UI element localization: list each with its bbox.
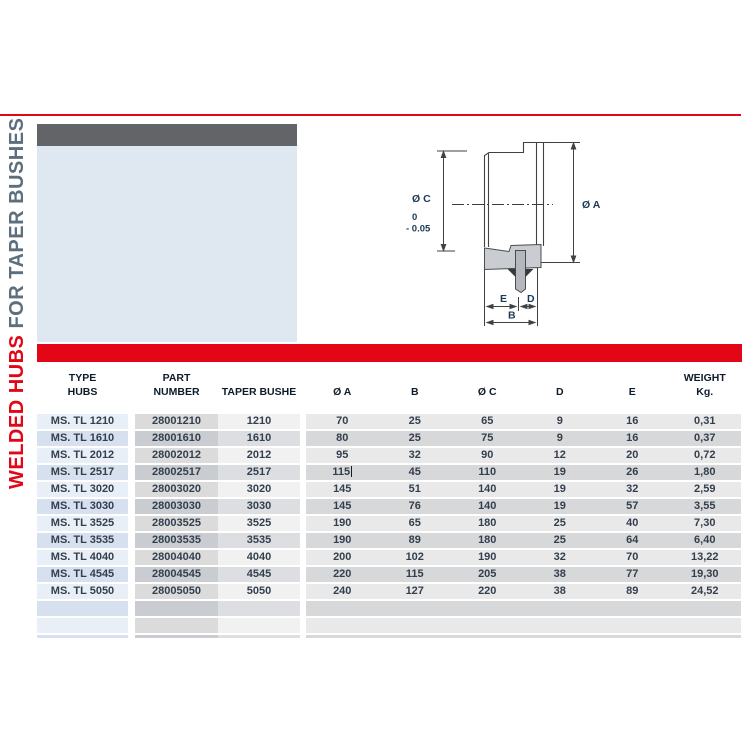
cell-taper-bushe: 1610 bbox=[218, 431, 300, 446]
header-line: WEIGHT bbox=[683, 372, 726, 384]
column-header-dia-c bbox=[451, 385, 524, 399]
cell-dia-c: 190 bbox=[451, 550, 524, 565]
cell-type-hub: MS. TL 3535 bbox=[37, 533, 128, 548]
cell-dia-c: 140 bbox=[451, 499, 524, 514]
table-row bbox=[37, 567, 742, 582]
dim-line-dia-c bbox=[437, 150, 467, 252]
cell-part-number bbox=[135, 618, 218, 633]
table-row bbox=[37, 516, 742, 531]
cell-dia-a: 145 bbox=[306, 482, 379, 497]
label-dia-a: Ø A bbox=[582, 199, 601, 211]
table-row bbox=[37, 414, 742, 429]
column-header-dia-a bbox=[306, 385, 379, 399]
header-line: Ø C bbox=[477, 386, 497, 398]
cell-dia-a: 220 bbox=[306, 567, 379, 582]
cell-b bbox=[379, 635, 452, 638]
page-title-category: FOR TAPER BUSHES bbox=[6, 117, 28, 329]
cell-e: 70 bbox=[596, 550, 669, 565]
table-row bbox=[37, 465, 742, 480]
cell-type-hub bbox=[37, 618, 128, 633]
cell-dia-c: 220 bbox=[451, 584, 524, 599]
header-line: TAPER BUSHE bbox=[221, 386, 297, 398]
cell-weight: 0,72 bbox=[669, 448, 742, 463]
cell-weight: 2,59 bbox=[669, 482, 742, 497]
cell-b: 115 bbox=[379, 567, 452, 582]
cell-d: 25 bbox=[524, 516, 597, 531]
cell-type-hub: MS. TL 3525 bbox=[37, 516, 128, 531]
table-row bbox=[37, 550, 742, 565]
cell-e: 77 bbox=[596, 567, 669, 582]
header-line: HUBS bbox=[67, 386, 98, 398]
cell-d: 32 bbox=[524, 550, 597, 565]
cell-taper-bushe: 1210 bbox=[218, 414, 300, 429]
cell-taper-bushe bbox=[218, 618, 300, 633]
table-row bbox=[37, 431, 742, 446]
cell-dia-a: 190 bbox=[306, 533, 379, 548]
header-line: E bbox=[628, 386, 636, 398]
cell-dia-c: 180 bbox=[451, 516, 524, 531]
thumbnail-header-bar bbox=[37, 124, 297, 146]
cell-weight: 1,80 bbox=[669, 465, 742, 480]
cell-b: 76 bbox=[379, 499, 452, 514]
cell-dia-c: 140 bbox=[451, 482, 524, 497]
cell-type-hub: MS. TL 2012 bbox=[37, 448, 128, 463]
label-tol-upper: 0 bbox=[412, 212, 418, 223]
cell-e: 26 bbox=[596, 465, 669, 480]
cell-b: 45 bbox=[379, 465, 452, 480]
cell-taper-bushe: 2517 bbox=[218, 465, 300, 480]
cell-weight: 0,31 bbox=[669, 414, 742, 429]
title-space bbox=[6, 329, 28, 335]
table-body bbox=[37, 414, 742, 638]
cell-d: 19 bbox=[524, 465, 597, 480]
column-header-type-hubs bbox=[37, 371, 128, 399]
cell-d: 38 bbox=[524, 584, 597, 599]
cell-part-number bbox=[135, 601, 218, 616]
cell-e: 64 bbox=[596, 533, 669, 548]
cell-dia-c: 180 bbox=[451, 533, 524, 548]
cell-e: 57 bbox=[596, 499, 669, 514]
cell-part-number: 28004545 bbox=[135, 567, 218, 582]
cell-part-number: 28004040 bbox=[135, 550, 218, 565]
cell-taper-bushe: 4545 bbox=[218, 567, 300, 582]
table-header-row bbox=[37, 362, 742, 414]
cell-weight: 0,37 bbox=[669, 431, 742, 446]
header-line: B bbox=[410, 386, 419, 398]
text-cursor bbox=[351, 466, 352, 477]
cell-d: 19 bbox=[524, 499, 597, 514]
cell-type-hub: MS. TL 2517 bbox=[37, 465, 128, 480]
cell-e: 89 bbox=[596, 584, 669, 599]
thumbnail-placeholder bbox=[37, 146, 297, 342]
cell-taper-bushe: 2012 bbox=[218, 448, 300, 463]
cell-e: 16 bbox=[596, 431, 669, 446]
cell-type-hub: MS. TL 4545 bbox=[37, 567, 128, 582]
cell-taper-bushe: 5050 bbox=[218, 584, 300, 599]
cell-part-number: 28003525 bbox=[135, 516, 218, 531]
cell-weight: 7,30 bbox=[669, 516, 742, 531]
column-header-b bbox=[379, 385, 452, 399]
cell-weight: 3,55 bbox=[669, 499, 742, 514]
cell-part-number: 28003020 bbox=[135, 482, 218, 497]
cell-type-hub: MS. TL 4040 bbox=[37, 550, 128, 565]
cell-taper-bushe: 3020 bbox=[218, 482, 300, 497]
cell-d bbox=[524, 635, 597, 638]
cell-e: 16 bbox=[596, 414, 669, 429]
cell-taper-bushe: 3525 bbox=[218, 516, 300, 531]
header-line: D bbox=[555, 386, 564, 398]
page-title-product: WELDED HUBS bbox=[6, 334, 28, 489]
column-header-e bbox=[596, 385, 669, 399]
table-row bbox=[37, 482, 742, 497]
cell-dia-c: 90 bbox=[451, 448, 524, 463]
cell-type-hub: MS. TL 1210 bbox=[37, 414, 128, 429]
column-header-d bbox=[524, 385, 597, 399]
top-divider-line bbox=[0, 114, 741, 116]
cell-dia-c: 205 bbox=[451, 567, 524, 582]
cell-b bbox=[379, 601, 452, 616]
cell-type-hub: MS. TL 3030 bbox=[37, 499, 128, 514]
header-line: Kg. bbox=[696, 386, 714, 398]
cell-taper-bushe bbox=[218, 601, 300, 616]
cell-type-hub bbox=[37, 601, 128, 616]
table-row bbox=[37, 601, 742, 616]
cell-type-hub bbox=[37, 635, 128, 638]
cell-dia-a bbox=[306, 635, 379, 638]
cell-dia-c: 65 bbox=[451, 414, 524, 429]
table-row bbox=[37, 448, 742, 463]
cell-dia-a: 145 bbox=[306, 499, 379, 514]
cell-weight bbox=[669, 601, 742, 616]
cell-dia-c bbox=[451, 635, 524, 638]
cell-d: 19 bbox=[524, 482, 597, 497]
cell-part-number: 28001210 bbox=[135, 414, 218, 429]
cell-part-number: 28002517 bbox=[135, 465, 218, 480]
cell-dia-a: 190 bbox=[306, 516, 379, 531]
cell-weight: 6,40 bbox=[669, 533, 742, 548]
table-row bbox=[37, 635, 742, 638]
label-tol-lower: - 0.05 bbox=[406, 223, 431, 235]
cell-type-hub: MS. TL 3020 bbox=[37, 482, 128, 497]
cell-d: 38 bbox=[524, 567, 597, 582]
table-row bbox=[37, 584, 742, 599]
vertical-page-title bbox=[6, 118, 29, 489]
parts-table bbox=[37, 344, 742, 638]
weld-plate bbox=[485, 245, 542, 270]
column-header-weight-kg bbox=[669, 371, 742, 399]
label-dim-b: B bbox=[508, 309, 516, 322]
cell-dia-c: 75 bbox=[451, 431, 524, 446]
cell-b: 89 bbox=[379, 533, 452, 548]
cell-dia-a bbox=[306, 618, 379, 633]
header-line: Ø A bbox=[333, 386, 352, 398]
cell-dia-c bbox=[451, 601, 524, 616]
cell-taper-bushe bbox=[218, 635, 300, 638]
cell-dia-a: 200 bbox=[306, 550, 379, 565]
label-dim-e: E bbox=[500, 293, 508, 305]
cell-part-number bbox=[135, 635, 218, 638]
cell-d: 25 bbox=[524, 533, 597, 548]
cell-taper-bushe: 4040 bbox=[218, 550, 300, 565]
cell-part-number: 28002012 bbox=[135, 448, 218, 463]
cell-part-number: 28005050 bbox=[135, 584, 218, 599]
cell-b bbox=[379, 618, 452, 633]
column-header-part-number bbox=[135, 371, 218, 399]
cell-taper-bushe: 3030 bbox=[218, 499, 300, 514]
cell-e bbox=[596, 618, 669, 633]
cell-dia-a bbox=[306, 601, 379, 616]
red-title-bar bbox=[37, 344, 742, 362]
cell-b: 127 bbox=[379, 584, 452, 599]
cell-dia-c bbox=[451, 618, 524, 633]
cell-b: 65 bbox=[379, 516, 452, 531]
cell-d: 9 bbox=[524, 431, 597, 446]
table-row bbox=[37, 618, 742, 633]
weld-stem bbox=[516, 251, 526, 293]
cell-d: 12 bbox=[524, 448, 597, 463]
header-line: PART bbox=[162, 372, 191, 384]
cell-dia-a: 240 bbox=[306, 584, 379, 599]
cell-d bbox=[524, 618, 597, 633]
cell-weight: 19,30 bbox=[669, 567, 742, 582]
label-dim-d: D bbox=[527, 293, 535, 305]
cell-b: 51 bbox=[379, 482, 452, 497]
cell-d: 9 bbox=[524, 414, 597, 429]
cell-e bbox=[596, 601, 669, 616]
cell-weight: 13,22 bbox=[669, 550, 742, 565]
dim-line-dia-a bbox=[540, 142, 580, 264]
cell-part-number: 28003535 bbox=[135, 533, 218, 548]
cell-dia-a: 95 bbox=[306, 448, 379, 463]
cell-type-hub: MS. TL 1610 bbox=[37, 431, 128, 446]
column-header-taper-bushe bbox=[218, 385, 300, 399]
cell-part-number: 28003030 bbox=[135, 499, 218, 514]
cell-b: 25 bbox=[379, 431, 452, 446]
cell-b: 102 bbox=[379, 550, 452, 565]
cell-e bbox=[596, 635, 669, 638]
label-dia-c: Ø C bbox=[412, 193, 431, 205]
cell-weight bbox=[669, 635, 742, 638]
table-row bbox=[37, 533, 742, 548]
cell-b: 32 bbox=[379, 448, 452, 463]
table-row bbox=[37, 499, 742, 514]
cell-dia-a: 70 bbox=[306, 414, 379, 429]
hub-outline bbox=[485, 143, 544, 248]
header-line: TYPE bbox=[68, 372, 97, 384]
weld-fillet-left bbox=[508, 269, 516, 277]
cell-part-number: 28001610 bbox=[135, 431, 218, 446]
cell-dia-c: 110 bbox=[451, 465, 524, 480]
cell-e: 32 bbox=[596, 482, 669, 497]
cell-dia-a: 80 bbox=[306, 431, 379, 446]
cell-weight: 24,52 bbox=[669, 584, 742, 599]
cell-weight bbox=[669, 618, 742, 633]
cell-e: 20 bbox=[596, 448, 669, 463]
cell-taper-bushe: 3535 bbox=[218, 533, 300, 548]
cell-type-hub: MS. TL 5050 bbox=[37, 584, 128, 599]
cell-b: 25 bbox=[379, 414, 452, 429]
cell-dia-a: 115 bbox=[306, 465, 379, 480]
cell-d bbox=[524, 601, 597, 616]
weld-fillet-right bbox=[526, 269, 534, 277]
cell-e: 40 bbox=[596, 516, 669, 531]
header-line: NUMBER bbox=[153, 386, 200, 398]
technical-drawing bbox=[395, 135, 615, 330]
